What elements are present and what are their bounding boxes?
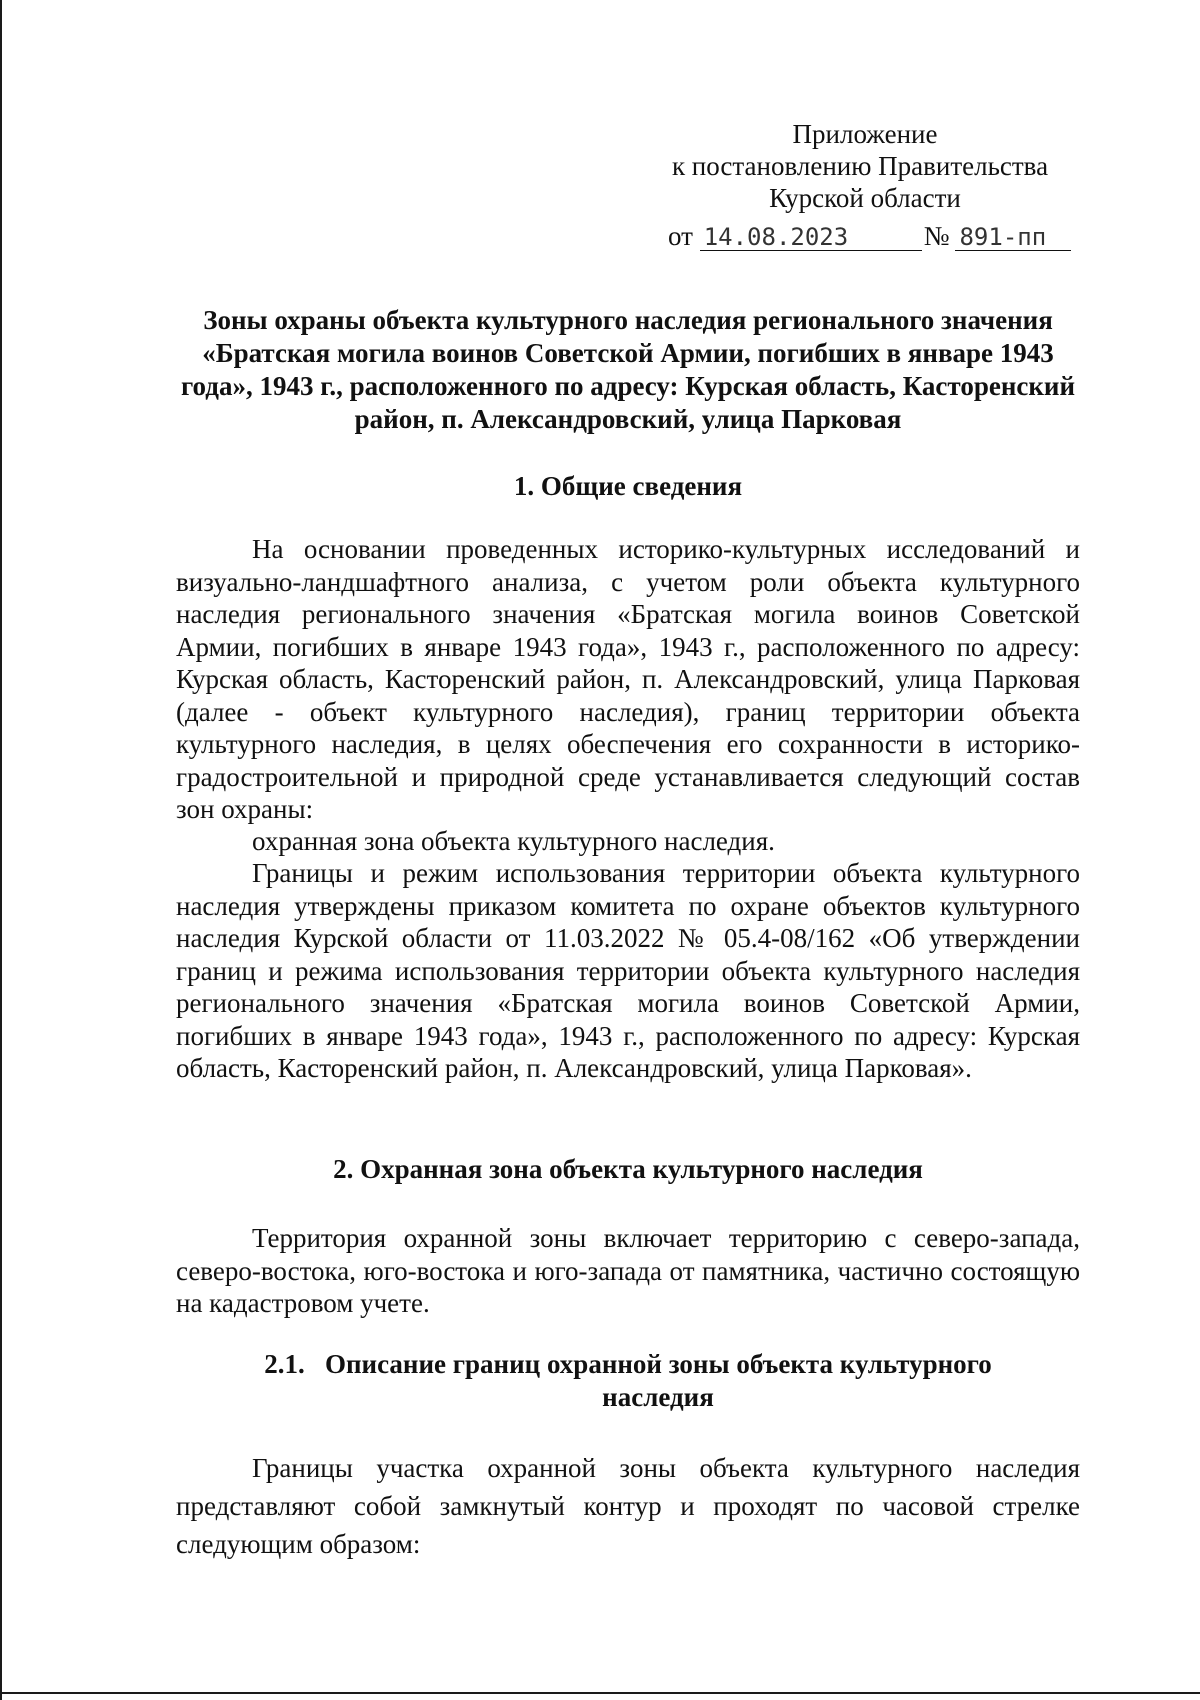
section-1-paragraph-3: Границы и режим использования территории объекта культурного наследия утверждены приказом комитета по охране объектов культурного наследия Курской области от 11.03.2022 № 05.4-08/162 «Об утверждении границ и режима использования территории объекта культурного наследия регионального значения «Братская могила воинов Советской Армии, погибших в январе 1943 года», 1943 г., расположенного по адресу: Курская область, Касторенский район, п. Александровский, улица Парковая». — [176, 858, 1080, 1083]
section-2-1-heading — [176, 1348, 1080, 1414]
decree-date: 14.08.2023 — [700, 224, 922, 251]
section-1-paragraph-1: На основании проведенных историко-культурных исследований и визуально-ландшафтного анализа, с учетом роли объекта культурного наследия регионального значения «Братская могила воинов Советской Армии, погибших в январе 1943 года», 1943 г., расположенного по адресу: Курская область, Касторенский район, п. Александровский, улица Парковая (далее - объект культурного наследия), границ территории объекта культурного наследия, в целях обеспечения его сохранности в историко-градостроительной и природной среде устанавливается следующий состав зон охраны: — [176, 534, 1080, 824]
section-1-paragraph-2: охранная зона объекта культурного наследия. — [252, 826, 775, 856]
decree-number: 891-пп — [955, 224, 1071, 251]
section-2-heading: 2. Охранная зона объекта культурного наследия — [333, 1154, 923, 1184]
section-1-heading: 1. Общие сведения — [513, 471, 743, 501]
appendix-line-1: Приложение — [792, 119, 938, 149]
appendix-line-3: Курской области — [769, 183, 961, 213]
section-2-1-heading-line-1: 2.1. Описание границ охранной зоны объекта культурного — [264, 1349, 992, 1379]
section-2-1-heading-line-2: наследия — [602, 1382, 714, 1412]
date-prefix: от — [668, 221, 693, 251]
section-2-paragraph-1: Территория охранной зоны включает территорию с северо-запада, северо-востока, юго-востока и юго-запада от памятника, частично состоящую на кадастровом учете. — [176, 1223, 1080, 1318]
decree-date-line — [668, 220, 1088, 252]
document-title: Зоны охраны объекта культурного наследия регионального значения «Братская могила воинов Советской Армии, погибших в январе 1943 года», 1943 г., расположенного по адресу: Курская область, Касторенский район, п. Александровский, улица Парковая — [180, 305, 1076, 434]
appendix-line-2: к постановлению Правительства — [671, 151, 1049, 181]
page-edge-left — [0, 0, 2, 1700]
page-edge-bottom — [0, 1692, 1200, 1694]
appendix-block — [600, 118, 1120, 214]
section-2-1-paragraph-1: Границы участка охранной зоны объекта культурного наследия представляют собой замкнутый контур и проходят по часовой стрелке следующим образом: — [176, 1453, 1080, 1559]
number-prefix: № — [923, 221, 950, 251]
